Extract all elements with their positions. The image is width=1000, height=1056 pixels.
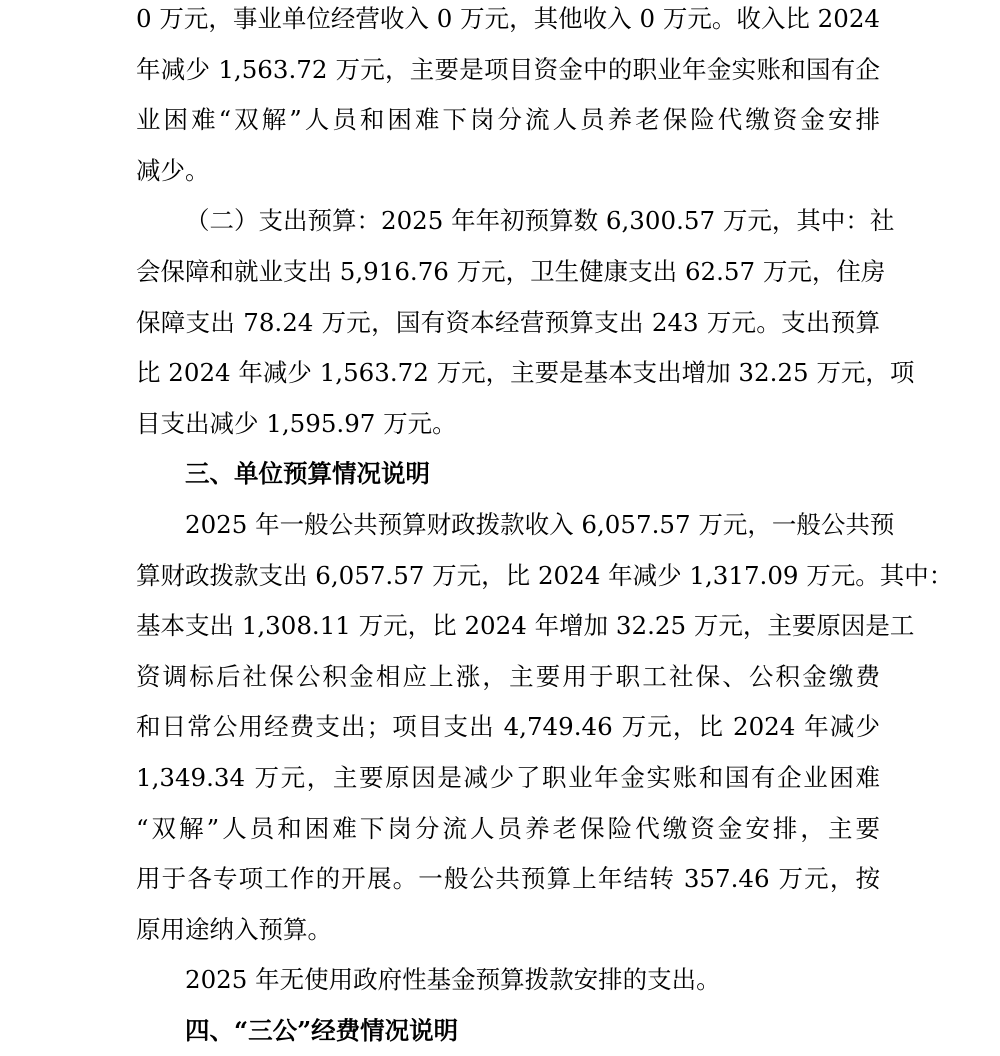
body-line: 会保障和就业支出 5,916.76 万元，卫生健康支出 62.57 万元，住房 (136, 256, 886, 286)
body-line: 基本支出 1,308.11 万元，比 2024 年增加 32.25 万元，主要原因是工 (136, 611, 915, 641)
section-heading-3: 三、单位预算情况说明 (185, 459, 430, 489)
body-line: 原用途纳入预算。 (136, 914, 332, 944)
body-line: “双解”人员和困难下岗分流人员养老保险代缴资金安排，主要 (136, 813, 880, 843)
body-line: 保障支出 78.24 万元，国有资本经营预算支出 243 万元。支出预算 (136, 307, 880, 337)
document-page (136, 0, 954, 1056)
body-line: 目支出减少 1,595.97 万元。 (136, 408, 457, 438)
body-line: 和日常公用经费支出；项目支出 4,749.46 万元，比 2024 年减少 (136, 712, 880, 742)
body-line: 比 2024 年减少 1,563.72 万元，主要是基本支出增加 32.25 万元，项 (136, 358, 915, 388)
paragraph-line: 2025 年无使用政府性基金预算拨款安排的支出。 (185, 965, 721, 995)
body-line: 业困难“双解”人员和困难下岗分流人员养老保险代缴资金安排 (136, 105, 880, 135)
body-line: 资调标后社保公积金相应上涨，主要用于职工社保、公积金缴费 (136, 661, 880, 691)
body-line: 1,349.34 万元，主要原因是减少了职业年金实账和国有企业困难 (136, 762, 880, 792)
section-heading-4: 四、“三公”经费情况说明 (185, 1015, 459, 1045)
body-line: 算财政拨款支出 6,057.57 万元，比 2024 年减少 1,317.09 万元。其中： (136, 560, 954, 590)
paragraph-start-line: 2025 年一般公共预算财政拨款收入 6,057.57 万元，一般公共预 (185, 509, 895, 539)
paragraph-start-line: （二）支出预算：2025 年年初预算数 6,300.57 万元，其中：社 (185, 206, 895, 236)
body-line: 用于各专项工作的开展。一般公共预算上年结转 357.46 万元，按 (136, 864, 880, 894)
body-line: 0 万元，事业单位经营收入 0 万元，其他收入 0 万元。收入比 2024 (136, 4, 880, 33)
body-line: 减少。 (136, 155, 210, 185)
body-line: 年减少 1,563.72 万元，主要是项目资金中的职业年金实账和国有企 (136, 54, 880, 84)
